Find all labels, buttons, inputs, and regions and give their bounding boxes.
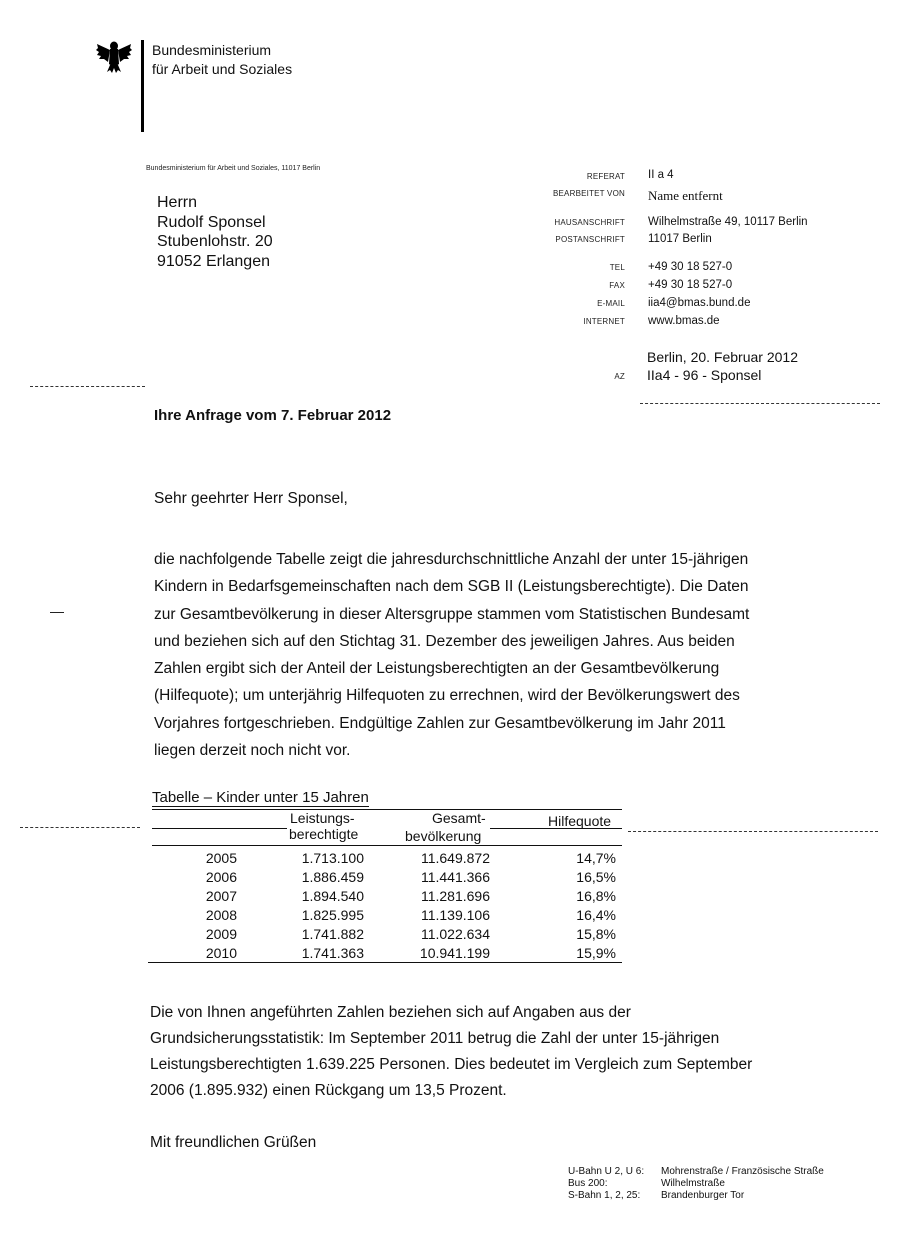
cell-gesamt: 10.941.199 <box>419 945 490 961</box>
header-berechtigte: berechtigte <box>289 826 359 842</box>
cell-leistung: 1.886.459 <box>301 869 364 885</box>
cell-year: 2008 <box>205 907 237 923</box>
paragraph1-line: liegen derzeit noch nicht vor. <box>154 742 351 760</box>
header-hilfequote: Hilfequote <box>548 813 612 829</box>
cell-leistung: 1.741.363 <box>301 945 364 961</box>
table-row <box>150 868 620 887</box>
recipient-address <box>157 193 273 271</box>
internet-value: www.bmas.de <box>648 315 720 327</box>
table-row <box>150 887 620 906</box>
referat-label: REFERAT <box>586 172 625 181</box>
cell-gesamt: 11.022.634 <box>420 926 490 942</box>
az-value: IIa4 - 96 - Sponsel <box>647 367 762 383</box>
cell-quote: 15,8% <box>576 926 616 942</box>
cell-year: 2009 <box>205 926 237 942</box>
fold-mark-left <box>30 386 145 387</box>
referat-value: II a 4 <box>648 169 674 181</box>
cell-leistung: 1.741.882 <box>301 926 364 942</box>
tel-value: +49 30 18 527-0 <box>648 261 733 273</box>
table-title: Tabelle – Kinder unter 15 Jahren <box>152 789 369 806</box>
postanschrift-label: POSTANSCHRIFT <box>555 235 625 244</box>
sbahn-label: S-Bahn 1, 2, 25: <box>568 1190 641 1201</box>
hausanschrift-label: HAUSANSCHRIFT <box>554 218 625 227</box>
cell-quote: 16,4% <box>576 907 616 923</box>
cell-year: 2010 <box>205 945 237 961</box>
table-top-rule <box>152 809 622 810</box>
cell-year: 2006 <box>205 869 237 885</box>
fold-mark-left-2 <box>20 827 140 828</box>
ministry-name <box>152 41 292 79</box>
cell-leistung: 1.713.100 <box>301 850 364 866</box>
cell-gesamt: 11.441.366 <box>420 869 490 885</box>
tel-label: TEL <box>609 263 625 272</box>
cell-gesamt: 11.281.696 <box>420 888 490 904</box>
paragraph2-line: Grundsicherungsstatistik: Im September 2011 betrug die Zahl der unter 15-jährigen <box>150 1030 720 1047</box>
table-row <box>150 925 620 944</box>
postanschrift-value: 11017 Berlin <box>648 233 712 245</box>
cell-quote: 16,5% <box>576 869 616 885</box>
salutation: Sehr geehrter Herr Sponsel, <box>154 490 348 507</box>
bus-value: Wilhelmstraße <box>661 1178 725 1189</box>
closing-greeting: Mit freundlichen Grüßen <box>150 1134 317 1151</box>
table-row <box>150 906 620 925</box>
header-bevoelkerung: bevölkerung <box>405 828 482 844</box>
bus-label: Bus 200: <box>568 1178 608 1189</box>
margin-hole-mark <box>50 612 64 613</box>
letter-date: Berlin, 20. Februar 2012 <box>647 349 798 365</box>
cell-year: 2005 <box>205 850 237 866</box>
cell-quote: 16,8% <box>576 888 616 904</box>
federal-eagle-icon <box>95 38 133 74</box>
body-paragraph-2 <box>150 1000 830 1104</box>
internet-label: INTERNET <box>583 317 625 326</box>
recipient-line1: Herrn <box>157 194 198 211</box>
paragraph2-line: 2006 (1.895.932) einen Rückgang um 13,5 Prozent. <box>150 1082 507 1099</box>
cell-leistung: 1.825.995 <box>301 907 364 923</box>
table-body <box>150 849 620 963</box>
body-paragraph-1 <box>154 546 814 764</box>
email-label: E-MAIL <box>597 299 625 308</box>
cell-gesamt: 11.139.106 <box>420 907 490 923</box>
fold-mark-right-2 <box>628 831 878 832</box>
paragraph1-line: (Hilfequote); um unterjährig Hilfequoten zu errechnen, wird der Bevölkerungswert des <box>154 687 740 705</box>
cell-leistung: 1.894.540 <box>301 888 364 904</box>
cell-quote: 14,7% <box>576 850 616 866</box>
fax-value: +49 30 18 527-0 <box>648 279 733 291</box>
ministry-name-line1: Bundesministerium <box>152 42 272 58</box>
az-label: AZ <box>614 372 625 381</box>
header-rule-left <box>152 828 287 829</box>
sender-return-address: Bundesministerium für Arbeit und Soziales, 11017 Berlin <box>146 165 321 172</box>
paragraph2-line: Die von Ihnen angeführten Zahlen beziehen sich auf Angaben aus der <box>150 1004 631 1021</box>
table-row <box>150 944 620 963</box>
table-bottom-rule <box>148 962 622 963</box>
fax-label: FAX <box>609 281 625 290</box>
hausanschrift-value: Wilhelmstraße 49, 10117 Berlin <box>648 216 808 228</box>
cell-quote: 15,9% <box>576 945 616 961</box>
subject-line: Ihre Anfrage vom 7. Februar 2012 <box>154 407 392 424</box>
bearbeitet-label: BEARBEITET VON <box>552 189 625 198</box>
letterhead-bar <box>141 40 144 132</box>
paragraph1-line: und beziehen sich auf den Stichtag 31. Dezember des jeweiligen Jahres. Aus beiden <box>154 632 735 650</box>
sbahn-value: Brandenburger Tor <box>661 1190 745 1201</box>
paragraph1-line: Zahlen ergibt sich der Anteil der Leistungsberechtigten an der Gesamtbevölkerung <box>154 660 720 678</box>
header-bottom-rule <box>152 845 622 846</box>
paragraph1-line: Vorjahres fortgeschrieben. Endgültige Zahlen zur Gesamtbevölkerung im Jahr 2011 <box>154 714 726 732</box>
recipient-line4: 91052 Erlangen <box>157 252 270 270</box>
header-gesamt: Gesamt- <box>432 810 486 826</box>
paragraph1-line: die nachfolgende Tabelle zeigt die jahresdurchschnittliche Anzahl der unter 15-jährigen <box>154 551 749 568</box>
cell-gesamt: 11.649.872 <box>420 850 490 866</box>
bearbeitet-value: Name entfernt <box>648 188 723 203</box>
paragraph2-line: Leistungsberechtigten 1.639.225 Personen. Dies bedeutet im Vergleich zum September <box>150 1056 753 1073</box>
header-leistungs: Leistungs- <box>290 810 355 826</box>
fold-mark-right <box>640 403 880 404</box>
email-value: iia4@bmas.bund.de <box>648 297 751 309</box>
paragraph1-line: Kindern in Bedarfsgemeinschaften nach dem SGB II (Leistungsberechtigte). Die Daten <box>154 578 749 596</box>
recipient-line3: Stubenlohstr. 20 <box>157 233 273 250</box>
ministry-name-line2: für Arbeit und Soziales <box>152 61 293 77</box>
table-row <box>150 849 620 868</box>
ubahn-value: Mohrenstraße / Französische Straße <box>661 1166 824 1177</box>
recipient-line2: Rudolf Sponsel <box>157 213 266 231</box>
ubahn-label: U-Bahn U 2, U 6: <box>568 1166 645 1177</box>
paragraph1-line: zur Gesamtbevölkerung in dieser Altersgruppe stammen vom Statistischen Bundesamt <box>154 605 750 623</box>
cell-year: 2007 <box>205 888 237 904</box>
header-rule-right <box>490 828 622 829</box>
